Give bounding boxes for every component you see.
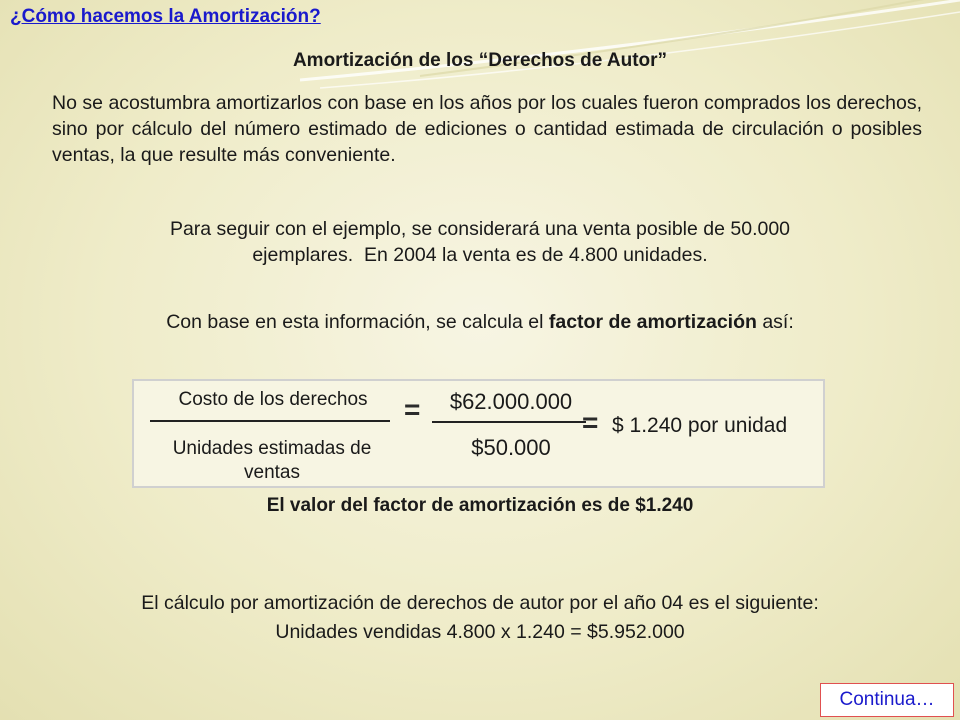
- fraction-1-bar: [150, 420, 390, 422]
- paragraph-2: [60, 216, 900, 268]
- page-subtitle: Amortización de los “Derechos de Autor”: [292, 50, 668, 71]
- fraction-2-bar: [432, 421, 586, 423]
- paragraph-2-line-2: ejemplares. En 2004 la venta es de 4.800 unidades.: [252, 244, 708, 266]
- equals-sign-1: =: [404, 394, 421, 425]
- paragraph-2-line-1: Para seguir con el ejemplo, se considerará una venta posible de 50.000: [169, 218, 791, 240]
- fraction-1-numerator: Costo de los derechos: [178, 389, 368, 410]
- factor-statement: El valor del factor de amortización es de $1.240: [266, 495, 694, 516]
- formula-box: [132, 379, 825, 488]
- fraction-2-denominator: $50.000: [471, 435, 551, 460]
- equals-sign-2: =: [582, 407, 599, 438]
- paragraph-3: [20, 311, 940, 334]
- title-link[interactable]: ¿Cómo hacemos la Amortización?: [10, 6, 321, 27]
- paragraph-3-bold: factor de amortización: [548, 311, 757, 333]
- paragraph-1: No se acostumbra amortizarlos con base en los años por los cuales fueron comprados los derechos, sino por cálculo del número estimado de ediciones o cantidad estimada de circulación o posibles ventas, la que resulte más conveniente.: [52, 92, 922, 166]
- fraction-1-denominator: Unidades estimadas de ventas: [172, 438, 372, 483]
- paragraph-3-suffix: así:: [756, 311, 794, 333]
- formula-result: $ 1.240 por unidad: [612, 414, 788, 437]
- paragraph-3-prefix: Con base en esta información, se calcula el: [166, 311, 549, 333]
- fraction-2-numerator: $62.000.000: [449, 389, 573, 414]
- calculation-line: Unidades vendidas 4.800 x 1.240 = $5.952.000: [275, 621, 685, 643]
- continue-button[interactable]: Continua…: [820, 683, 954, 717]
- calculation-intro: El cálculo por amortización de derechos de autor por el año 04 es el siguiente:: [141, 592, 819, 614]
